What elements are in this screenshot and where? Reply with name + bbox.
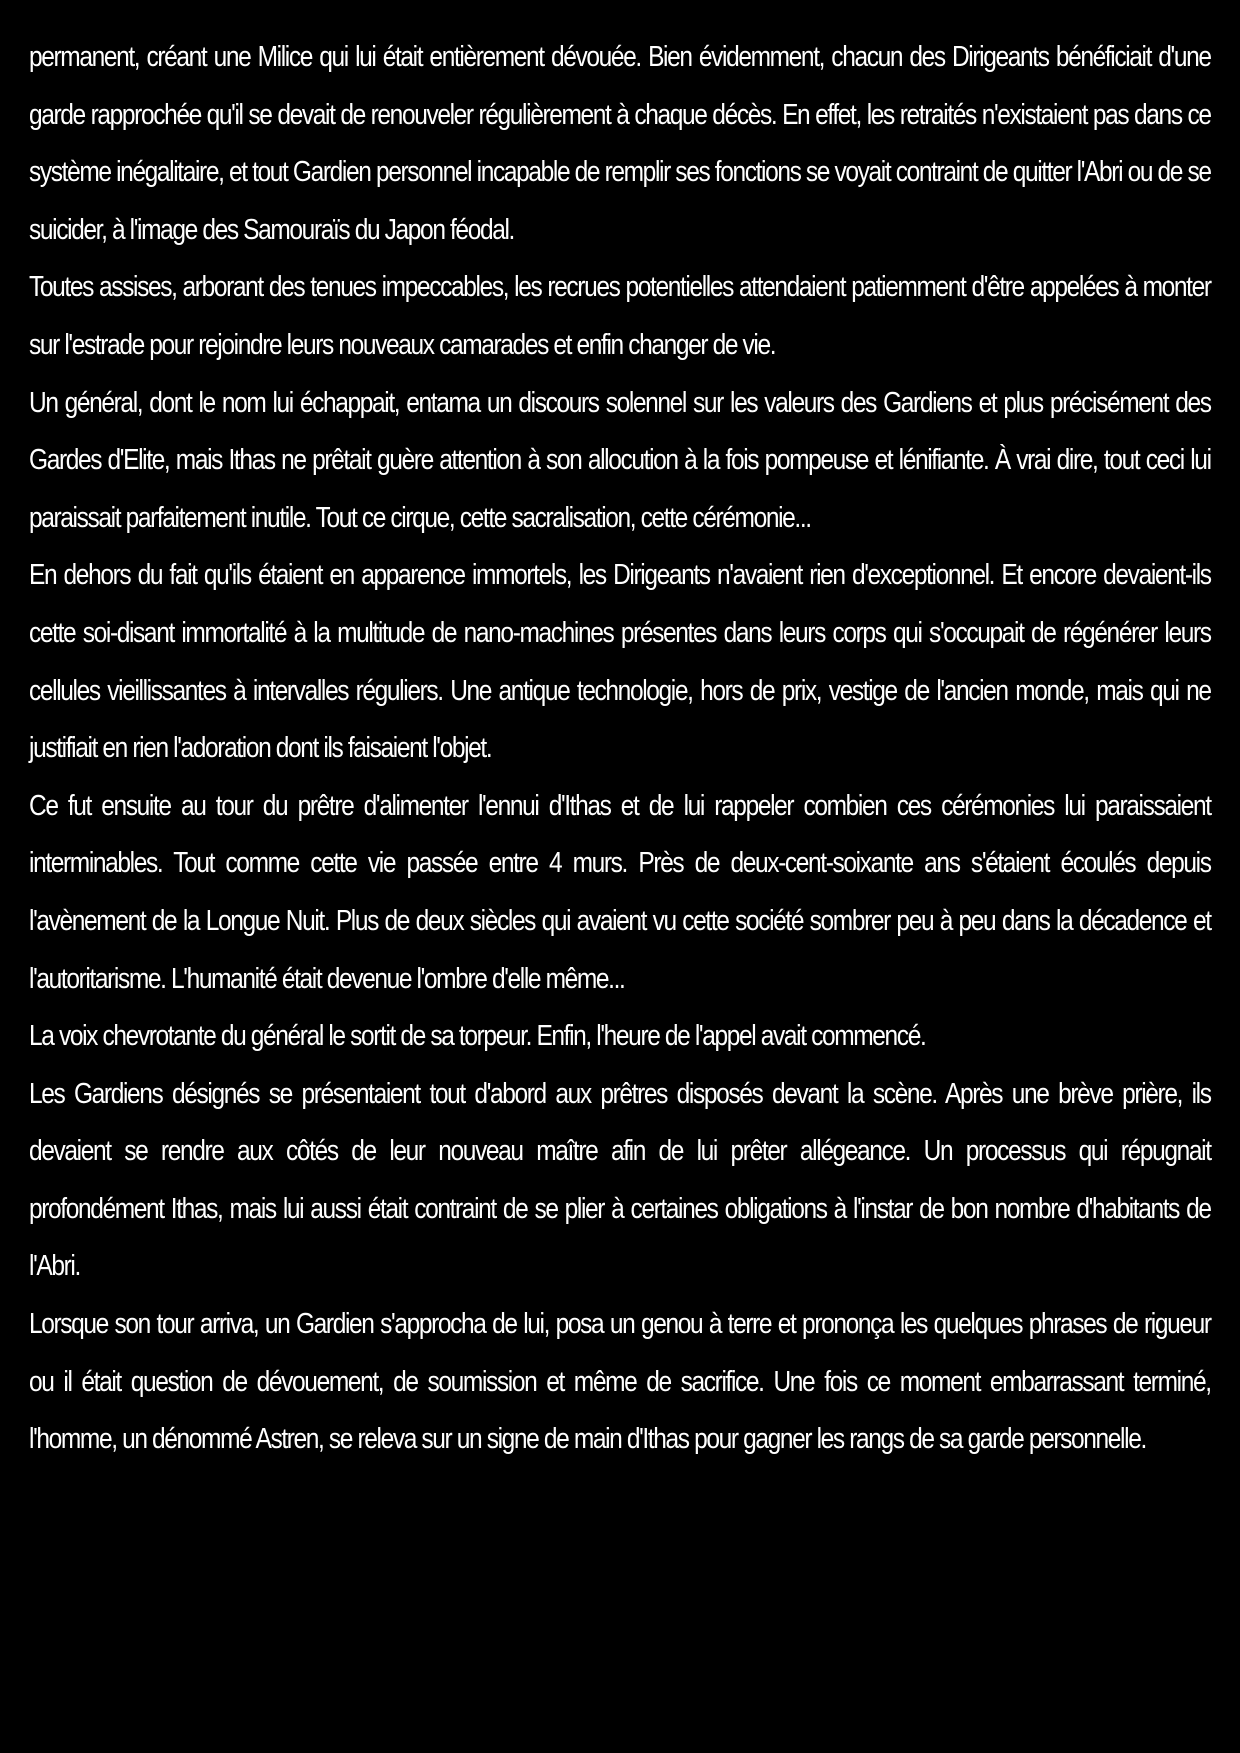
paragraph: Lorsque son tour arriva, un Gardien s'approcha de lui, posa un genou à terre et prononça les quelques phrases de rigueur ou il était question de dévouement, de soumission et même de sacrifice. Une fois ce moment embarrassant terminé, l'homme, un dénommé Astren, se releva sur un signe de main d'Ithas pour gagner les rangs de sa garde personnelle. bbox=[29, 1308, 1211, 1456]
paragraph: La voix chevrotante du général le sortit de sa torpeur. Enfin, l'heure de l'appel avait commencé. bbox=[29, 1020, 926, 1053]
paragraph: Ce fut ensuite au tour du prêtre d'alimenter l'ennui d'Ithas et de lui rappeler combien ces cérémonies lui paraissaient interminables. Tout comme cette vie passée entre 4 murs. Près de deux-cent-soixante ans s'étaient écoulés depuis l'avènement de la Longue Nuit. Plus de deux siècles qui avaient vu cette société sombrer peu à peu dans la décadence et l'autoritarisme. L'humanité était devenue l'ombre d'elle même... bbox=[29, 789, 1211, 995]
paragraph: permanent, créant une Milice qui lui était entièrement dévouée. Bien évidemment, chacun des Dirigeants bénéficiait d'une garde rapprochée qu'il se devait de renouveler régulièrement à chaque décès. En effet, les retraités n'existaient pas dans ce système inégalitaire, et tout Gardien personnel incapable de remplir ses fonctions se voyait contraint de quitter l'Abri ou de se suicider, à l'image des Samouraïs du Japon féodal. bbox=[29, 41, 1211, 246]
paragraph: En dehors du fait qu'ils étaient en apparence immortels, les Dirigeants n'avaient rien d'exceptionnel. Et encore devaient-ils cette soi-disant immortalité à la multitude de nano-machines présentes dans leurs corps qui s'occupait de régénérer leurs cellules vieillissantes à intervalles réguliers. Une antique technologie, hors de prix, vestige de l'ancien monde, mais qui ne justifiait en rien l'adoration dont ils faisaient l'objet. bbox=[29, 559, 1211, 765]
paragraph: Les Gardiens désignés se présentaient tout d'abord aux prêtres disposés devant la scène. Après une brève prière, ils devaient se rendre aux côtés de leur nouveau maître afin de lui prêter allégeance. Un processus qui répugnait profondément Ithas, mais lui aussi était contraint de se plier à certaines obligations à l'instar de bon nombre d'habitants de l'Abri. bbox=[29, 1077, 1211, 1283]
paragraph: Un général, dont le nom lui échappait, entama un discours solennel sur les valeurs des Gardiens et plus précisément des Gardes d'Elite, mais Ithas ne prêtait guère attention à son allocution à la fois pompeuse et lénifiante. À vrai dire, tout ceci lui paraissait parfaitement inutile. Tout ce cirque, cette sacralisation, cette cérémonie... bbox=[29, 386, 1211, 534]
paragraph: Toutes assises, arborant des tenues impeccables, les recrues potentielles attendaient patiemment d'être appelées à monter sur l'estrade pour rejoindre leurs nouveaux camarades et enfin changer de vie. bbox=[29, 271, 1211, 361]
document-page bbox=[29, 29, 1211, 1469]
